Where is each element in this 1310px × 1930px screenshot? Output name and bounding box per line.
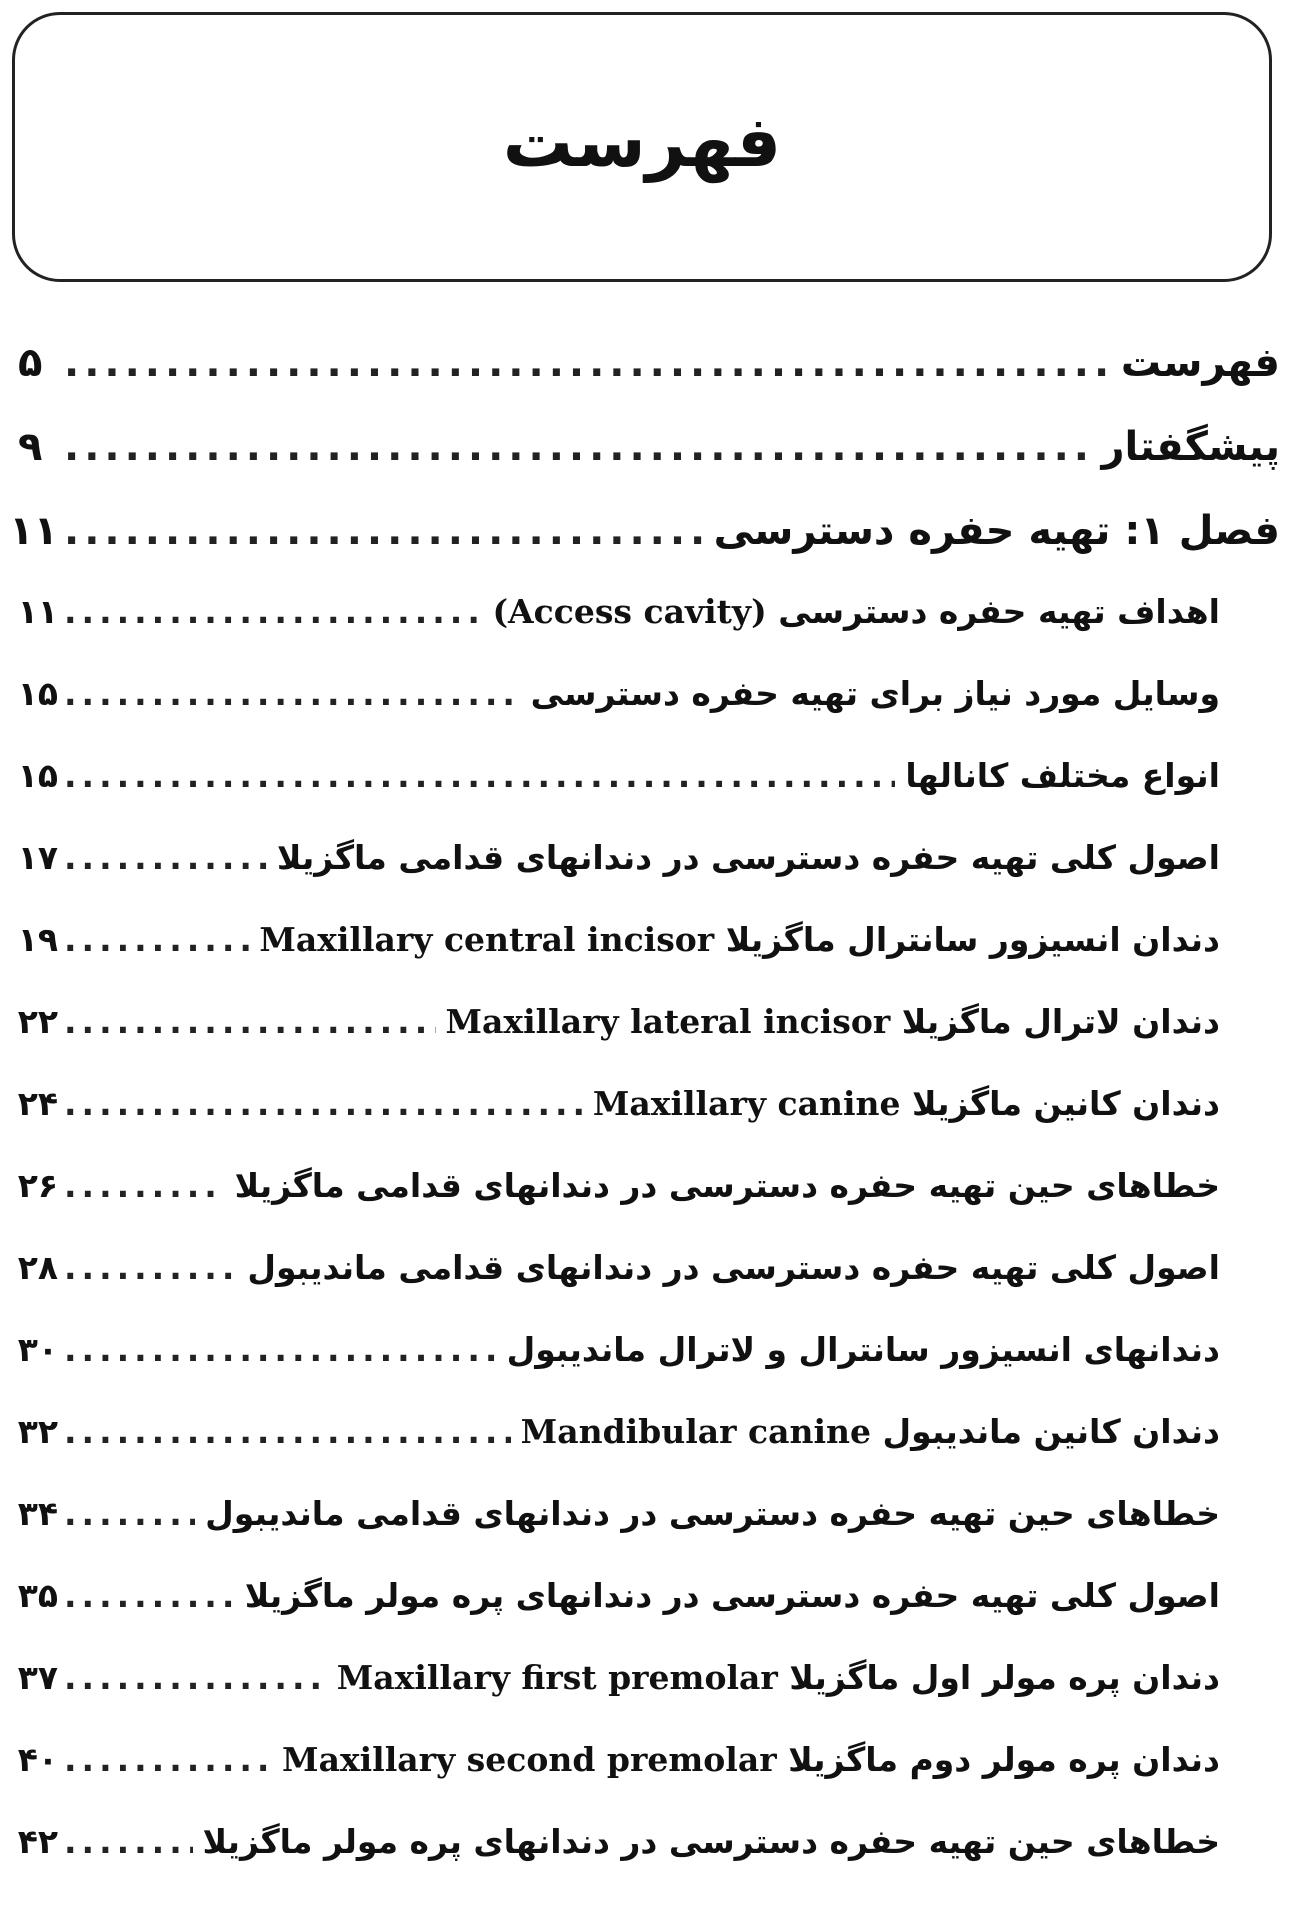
toc-entry[interactable] (18, 674, 1280, 756)
toc-entry-english-term: Mandibular canine (520, 1412, 872, 1451)
dot-leader (64, 1412, 511, 1451)
toc-entry-title: انواع مختلف کانالها (905, 756, 1220, 795)
toc-entry[interactable] (18, 1248, 1280, 1330)
toc-entry[interactable] (18, 920, 1280, 1002)
toc-entry-english-term: Maxillary lateral incisor (445, 1002, 891, 1041)
toc-entry-page: ۵ (18, 340, 43, 386)
page-title: فهرست (502, 101, 782, 183)
dot-leader (64, 1658, 327, 1697)
toc-entry-title: دندان لاترال ماگزیلا Maxillary lateral incisor (445, 1002, 1220, 1041)
toc-entry-page: ۱۱ (17, 592, 58, 631)
title-box (12, 12, 1272, 282)
toc-entry-title: خطاهای حین تهیه حفره دسترسی در دندانهای پره مولر ماگزیلا (202, 1822, 1220, 1861)
toc-entry-title: اصول کلی تهیه حفره دسترسی در دندانهای قدامی ماگزیلا (276, 838, 1220, 877)
toc-entry-page: ۳۷ (17, 1658, 58, 1697)
toc-entry-title: فهرست (1120, 340, 1280, 386)
dot-leader (64, 674, 521, 713)
toc-entry-page: ۲۸ (17, 1248, 58, 1287)
dot-leader (64, 1740, 272, 1779)
toc-entry-page: ۳۵ (17, 1576, 58, 1615)
dot-leader (64, 1330, 497, 1369)
dot-leader (64, 1576, 235, 1615)
toc-entry-title: دندان پره مولر اول ماگزیلا Maxillary first premolar (336, 1658, 1220, 1697)
toc-entry-title: اصول کلی تهیه حفره دسترسی در دندانهای قدامی مانديبول (247, 1248, 1220, 1287)
toc-entry-title: دندان انسیزور سانترال ماگزیلا Maxillary central incisor (259, 920, 1220, 959)
dot-leader (64, 756, 895, 795)
toc-entry[interactable] (18, 1412, 1280, 1494)
toc-entry[interactable] (18, 1002, 1280, 1084)
toc-entry-page: ۳۲ (17, 1412, 58, 1451)
toc-entry-page: ۴۰ (17, 1740, 58, 1779)
table-of-contents (9, 340, 1280, 1904)
toc-entry-title: دندان کانین مانديبول Mandibular canine (520, 1412, 1220, 1451)
toc-entry[interactable] (18, 1576, 1280, 1658)
toc-entry-english-term: Maxillary first premolar (336, 1658, 778, 1697)
toc-entry[interactable] (18, 1658, 1280, 1740)
toc-entry[interactable] (18, 756, 1280, 838)
toc-entry-title: خطاهای حین تهیه حفره دسترسی در دندانهای قدامی مانديبول (205, 1494, 1220, 1533)
dot-leader (64, 1002, 436, 1041)
toc-entry-title: وسایل مورد نیاز برای تهیه حفره دسترسی (530, 674, 1220, 713)
toc-entry[interactable] (18, 1330, 1280, 1412)
toc-entry-page: ۱۵ (17, 756, 58, 795)
toc-entry-page: ۴۲ (17, 1822, 58, 1861)
dot-leader (64, 1166, 225, 1205)
toc-entry[interactable] (18, 1740, 1280, 1822)
toc-entry-english-term: (Access cavity) (492, 592, 767, 631)
toc-entry[interactable] (18, 592, 1280, 674)
toc-entry-title: دندانهای انسیزور سانترال و لاترال مانديبول (506, 1330, 1220, 1369)
dot-leader (64, 340, 1111, 386)
toc-entry-page: ۱۱ (9, 508, 58, 554)
toc-entry[interactable] (9, 508, 1280, 592)
dot-leader (64, 592, 482, 631)
toc-entry[interactable] (18, 1494, 1280, 1576)
dot-leader (64, 508, 704, 554)
toc-entry[interactable] (18, 1166, 1280, 1248)
dot-leader (64, 920, 249, 959)
toc-entry[interactable] (18, 424, 1280, 508)
toc-entry-english-term: Maxillary central incisor (259, 920, 715, 959)
dot-leader (64, 1248, 237, 1287)
dot-leader (64, 424, 1092, 470)
toc-entry-title: فصل ۱: تهیه حفره دسترسی (713, 508, 1280, 554)
toc-entry-page: ۹ (18, 424, 43, 470)
dot-leader (64, 1822, 193, 1861)
toc-entry-page: ۱۹ (17, 920, 58, 959)
toc-entry-title: خطاهای حین تهیه حفره دسترسی در دندانهای قدامی ماگزیلا (234, 1166, 1220, 1205)
toc-entry-title: اهداف تهیه حفره دسترسی (Access cavity) (492, 592, 1220, 631)
toc-entry-title: دندان کانین ماگزیلا Maxillary canine (592, 1084, 1220, 1123)
toc-entry-page: ۲۶ (17, 1166, 58, 1205)
toc-entry-page: ۲۲ (17, 1002, 58, 1041)
toc-entry-page: ۳۰ (17, 1330, 58, 1369)
toc-entry-title: دندان پره مولر دوم ماگزیلا Maxillary second premolar (282, 1740, 1220, 1779)
toc-entry-english-term: Maxillary canine (592, 1084, 901, 1123)
toc-entry[interactable] (18, 340, 1280, 424)
toc-entry[interactable] (18, 1084, 1280, 1166)
toc-entry[interactable] (18, 1822, 1280, 1904)
dot-leader (64, 1084, 583, 1123)
toc-entry-page: ۲۴ (17, 1084, 58, 1123)
toc-entry-page: ۱۷ (17, 838, 58, 877)
toc-entry-english-term: Maxillary second premolar (282, 1740, 777, 1779)
toc-entry-page: ۳۴ (17, 1494, 58, 1533)
toc-entry-title: اصول کلی تهیه حفره دسترسی در دندانهای پره مولر ماگزیلا (244, 1576, 1220, 1615)
dot-leader (64, 1494, 195, 1533)
dot-leader (64, 838, 267, 877)
toc-entry-page: ۱۵ (17, 674, 58, 713)
toc-entry-title: پیشگفتار (1101, 424, 1280, 470)
toc-entry[interactable] (18, 838, 1280, 920)
